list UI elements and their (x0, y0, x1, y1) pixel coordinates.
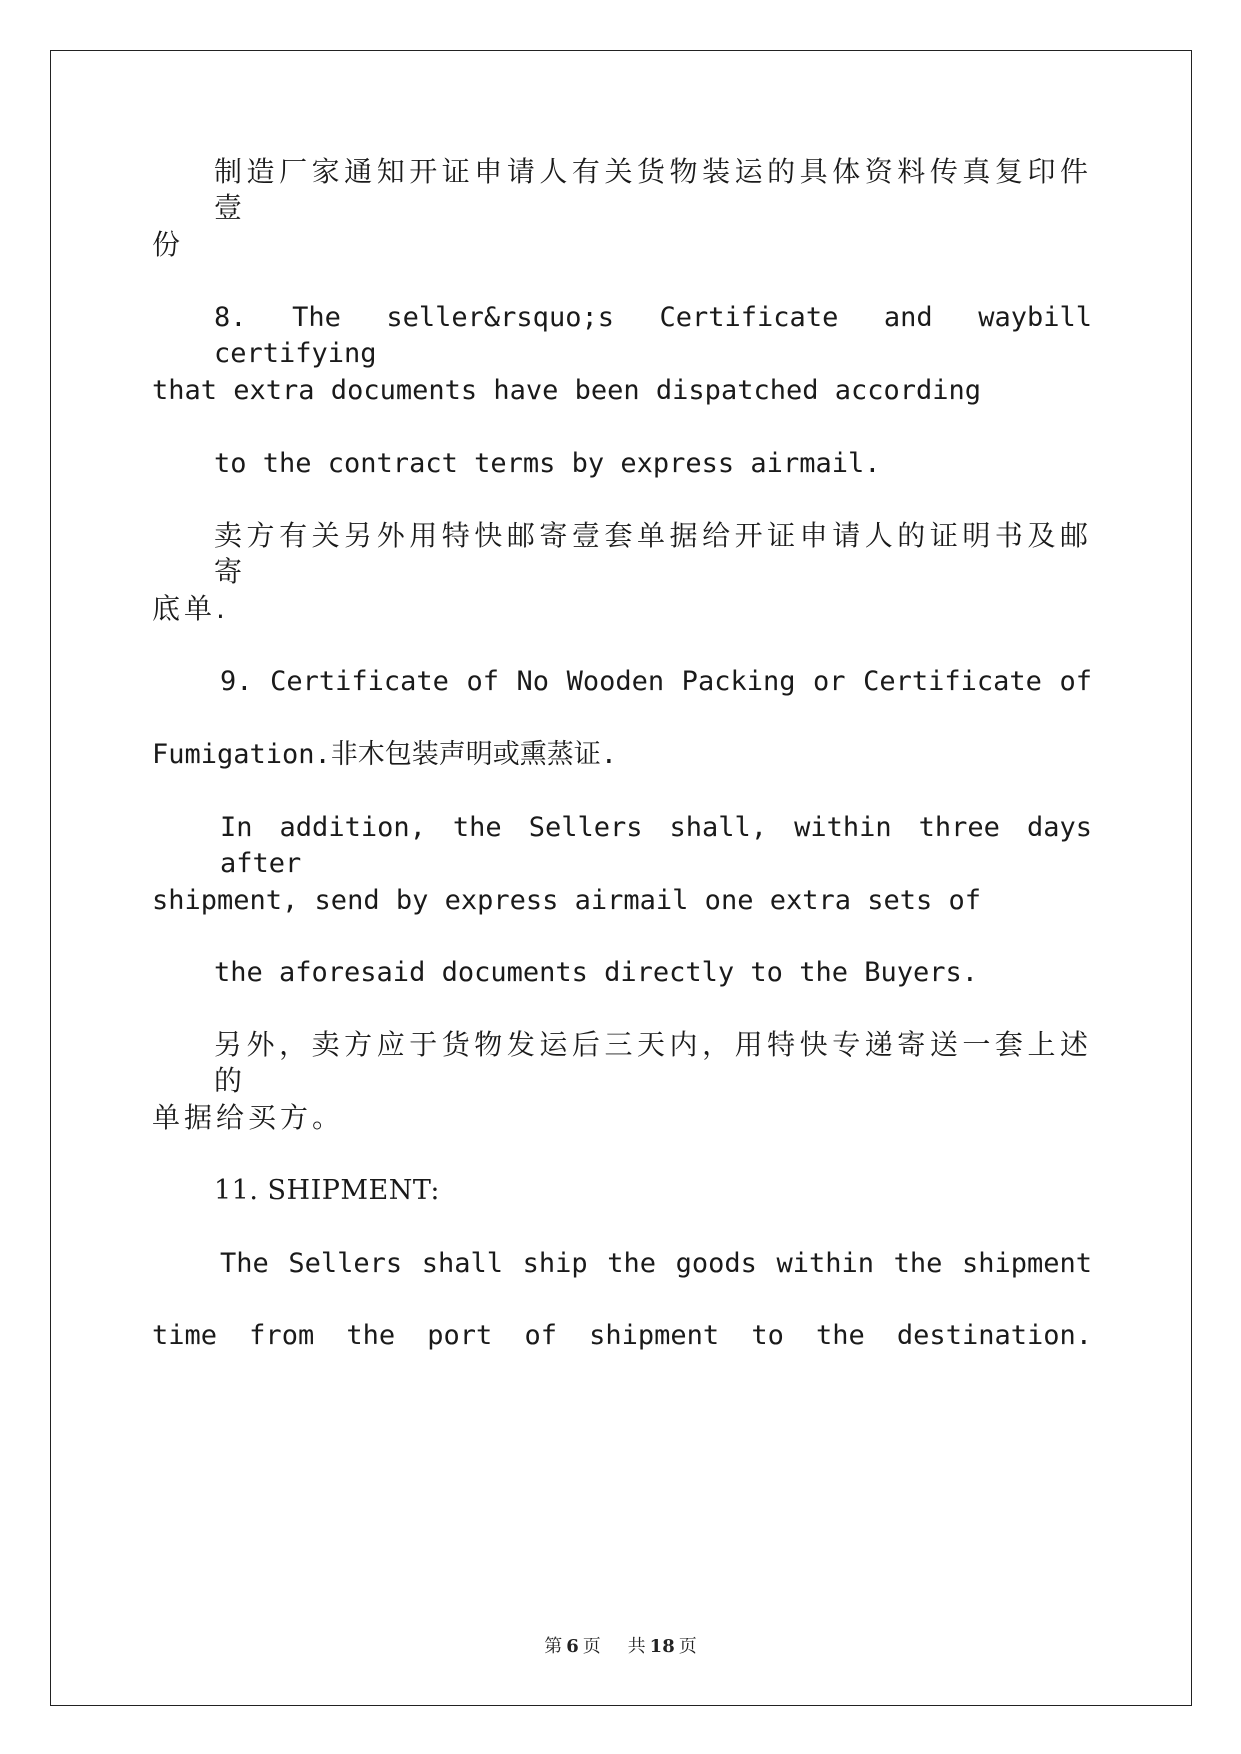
text-line-7: 底单. (152, 592, 229, 625)
page-number: 6 (566, 1636, 579, 1657)
page-footer (0, 1632, 1241, 1658)
page-label-suffix: 页 (582, 1636, 601, 1657)
total-label-prefix: 共 (627, 1636, 646, 1657)
total-pages: 18 (649, 1636, 675, 1657)
text-line-9: Fumigation.非木包装声明或熏蒸证. (152, 739, 618, 770)
text-line-3: 8. The seller&rsquo;s Certificate and waybill certifying (214, 302, 1092, 369)
text-line-12: the aforesaid documents directly to the Buyers. (214, 957, 979, 988)
text-line-8: 9. Certificate of No Wooden Packing or Certificate of (220, 666, 1092, 697)
text-line-6: 卖方有关另外用特快邮寄壹套单据给开证申请人的证明书及邮寄 (214, 519, 1092, 588)
text-line-5: to the contract terms by express airmail. (214, 448, 881, 479)
text-line-10: In addition, the Sellers shall, within three days after (220, 812, 1092, 879)
text-line-16: The Sellers shall ship the goods within the shipment (220, 1248, 1092, 1279)
text-line-4: that extra documents have been dispatched according (152, 375, 982, 406)
total-label-suffix: 页 (678, 1636, 697, 1657)
text-line-17: time from the port of shipment to the destination. (152, 1320, 1092, 1351)
text-line-11: shipment, send by express airmail one extra sets of (152, 885, 982, 916)
page-label-prefix: 第 (544, 1636, 563, 1657)
section-heading-shipment: 11. SHIPMENT: (214, 1175, 441, 1206)
text-line-13: 另外，卖方应于货物发运后三天内，用特快专递寄送一套上述的 (214, 1028, 1092, 1097)
text-line-14: 单据给买方。 (152, 1101, 345, 1134)
text-line-1: 制造厂家通知开证申请人有关货物装运的具体资料传真复印件壹 (214, 155, 1092, 224)
text-line-2: 份 (152, 228, 185, 261)
